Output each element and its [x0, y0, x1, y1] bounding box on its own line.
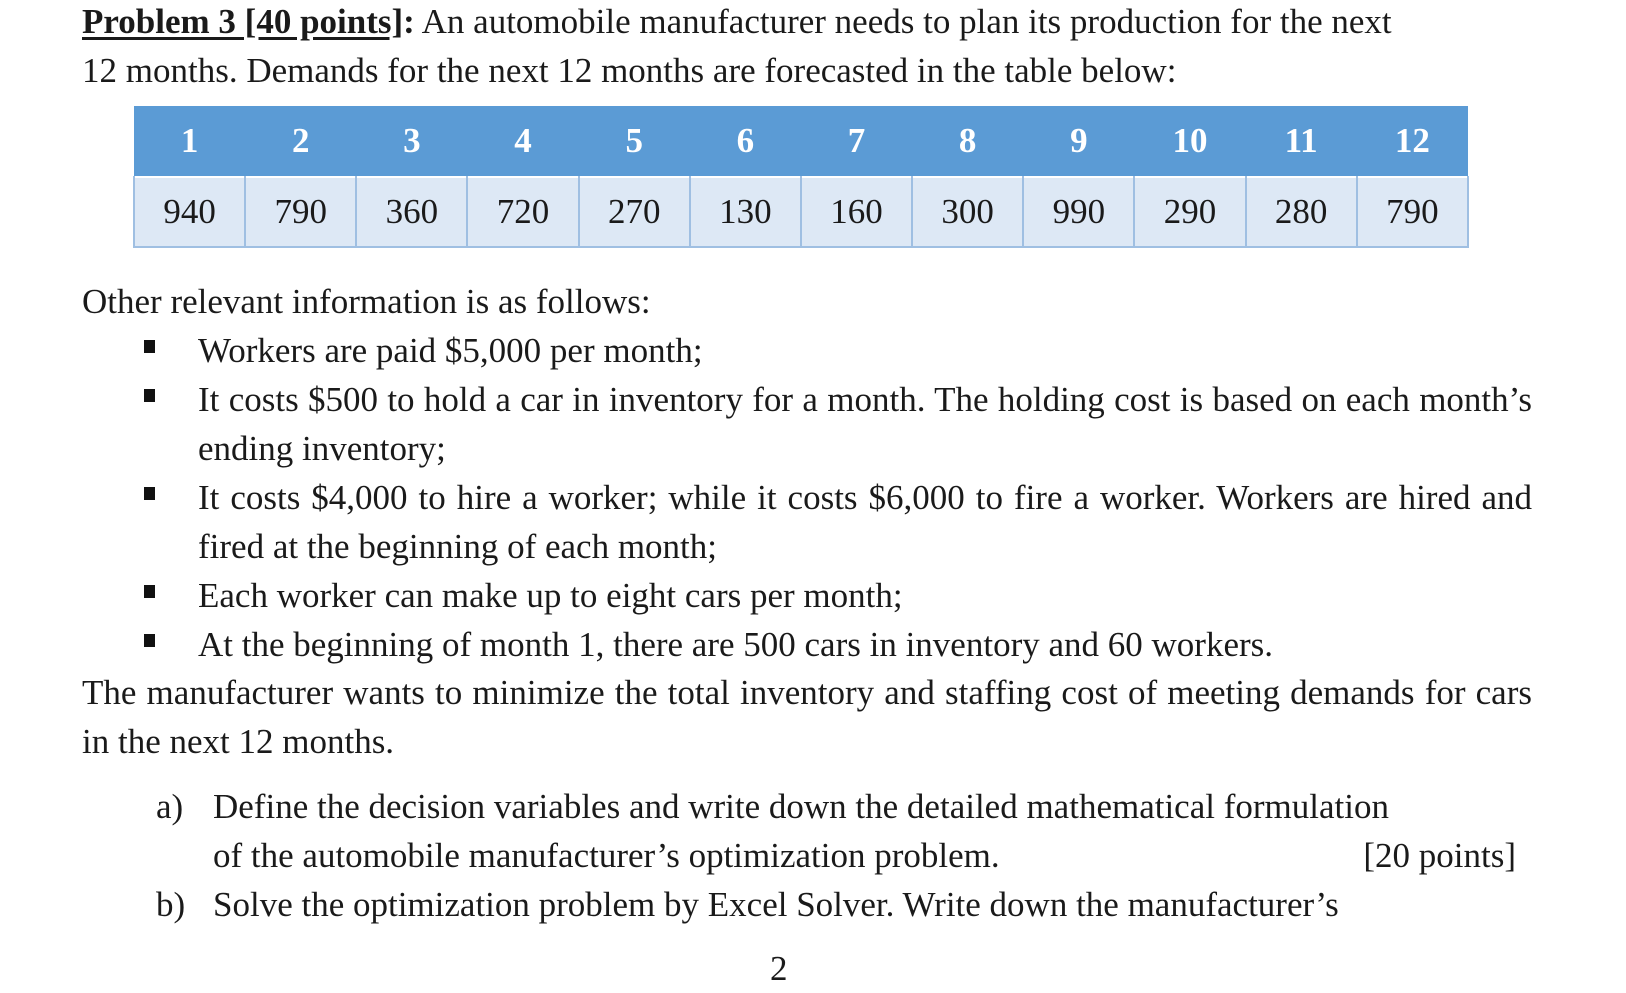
problem-title: Problem 3 [40 points] — [82, 2, 404, 41]
demand-cell: 360 — [356, 177, 467, 247]
problem-intro-line1: An automobile manufacturer needs to plan its production for the next — [414, 2, 1392, 41]
month-header: 2 — [245, 106, 356, 177]
page-number: 2 — [770, 949, 788, 988]
problem-header — [82, 0, 1532, 46]
question-label: b) — [156, 885, 186, 924]
question-b — [156, 880, 1516, 929]
problem-title-colon: : — [403, 2, 415, 41]
month-header-row — [134, 106, 1468, 177]
demand-cell: 160 — [801, 177, 912, 247]
objective-paragraph: The manufacturer wants to minimize the total inventory and staffing cost of meeting demands for cars in the next 12 months. — [82, 673, 1532, 761]
square-bullet-icon — [144, 634, 155, 647]
demand-cell: 300 — [912, 177, 1023, 247]
month-header: 9 — [1023, 106, 1134, 177]
demand-cell: 790 — [1357, 177, 1468, 247]
other-info-heading: Other relevant information is as follows: — [82, 282, 651, 321]
month-header: 1 — [134, 106, 245, 177]
question-list — [156, 782, 1516, 929]
bullet-text: It costs $500 to hold a car in inventory for a month. The holding cost is based on each month’s ending inventory; — [198, 380, 1532, 468]
bullet-item — [82, 473, 1532, 571]
question-label: a) — [156, 787, 184, 826]
problem-intro-line2: 12 months. Demands for the next 12 months are forecasted in the table below: — [82, 51, 1177, 90]
question-text-line1: Define the decision variables and write down the detailed mathematical formulation — [213, 787, 1389, 826]
demand-cell: 790 — [245, 177, 356, 247]
square-bullet-icon — [144, 389, 155, 402]
question-text-line1: Solve the optimization problem by Excel Solver. Write down the manufacturer’s — [213, 885, 1339, 924]
month-header: 5 — [579, 106, 690, 177]
bullet-text: It costs $4,000 to hire a worker; while it costs $6,000 to fire a worker. Workers are hired and fired at the beginning of each month; — [198, 478, 1532, 566]
month-header: 3 — [356, 106, 467, 177]
month-header: 4 — [467, 106, 578, 177]
demand-cell: 940 — [134, 177, 245, 247]
month-header: 7 — [801, 106, 912, 177]
square-bullet-icon — [144, 487, 155, 500]
demand-cell: 280 — [1246, 177, 1357, 247]
bullet-item — [82, 326, 1532, 375]
square-bullet-icon — [144, 585, 155, 598]
bullet-text: At the beginning of month 1, there are 500 cars in inventory and 60 workers. — [198, 625, 1274, 664]
document-page — [82, 0, 1532, 924]
question-text-line2-wrap — [213, 831, 1516, 880]
square-bullet-icon — [144, 340, 155, 353]
month-header: 8 — [912, 106, 1023, 177]
demand-cell: 990 — [1023, 177, 1134, 247]
month-header: 12 — [1357, 106, 1468, 177]
demand-cell: 270 — [579, 177, 690, 247]
bullet-item — [82, 571, 1532, 620]
bullet-text: Workers are paid $5,000 per month; — [198, 331, 703, 370]
month-header: 6 — [690, 106, 801, 177]
demand-cell: 290 — [1134, 177, 1245, 247]
month-header: 11 — [1246, 106, 1357, 177]
demand-table — [133, 106, 1469, 248]
bullet-text: Each worker can make up to eight cars per month; — [198, 576, 903, 615]
question-text-line2: of the automobile manufacturer’s optimization problem. — [213, 836, 1000, 875]
bullet-item — [82, 375, 1532, 473]
demand-cell: 720 — [467, 177, 578, 247]
demand-cell: 130 — [690, 177, 801, 247]
month-header: 10 — [1134, 106, 1245, 177]
question-points: [20 points] — [1363, 836, 1516, 875]
question-a — [156, 782, 1516, 880]
bullet-list — [82, 326, 1532, 669]
demand-row — [134, 177, 1468, 247]
bullet-item — [82, 620, 1532, 669]
